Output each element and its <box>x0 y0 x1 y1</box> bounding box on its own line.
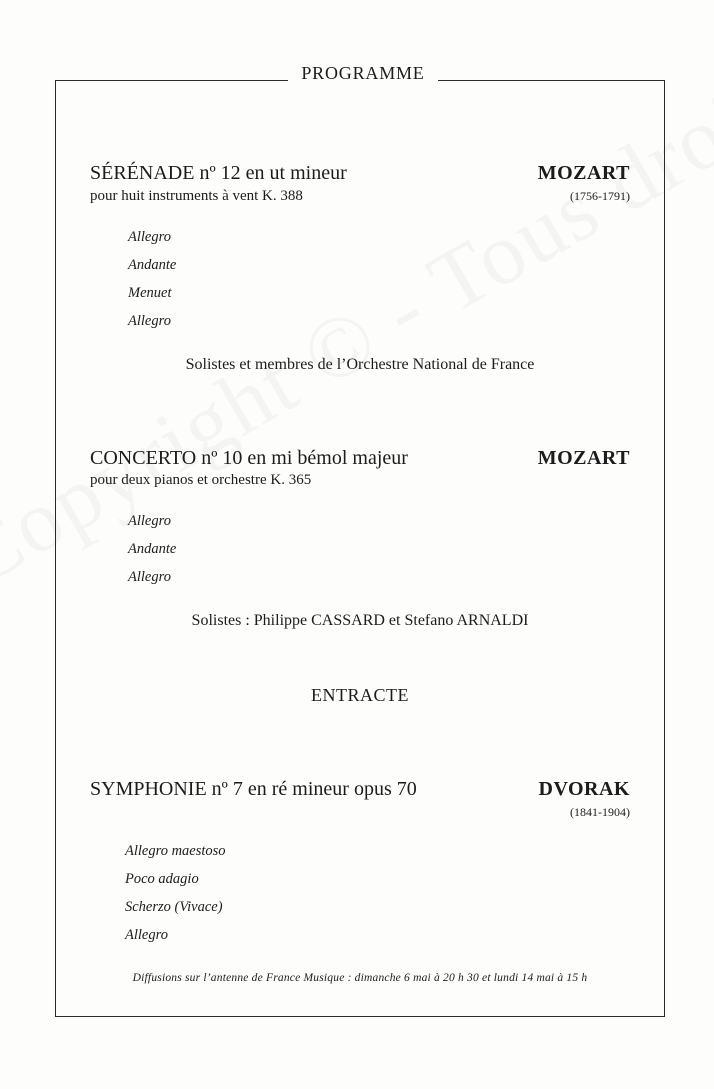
work-2-title: CONCERTO nº 10 en mi bémol majeur <box>90 447 408 469</box>
broadcast-note: Diffusions sur l’antenne de France Musique : dimanche 6 mai à 20 h 30 et lundi 14 mai à 15 h <box>132 972 588 984</box>
work-3-movement: Poco adagio <box>125 871 199 887</box>
work-1-composer-dates: (1756-1791) <box>570 189 630 203</box>
work-3-composer-dates: (1841-1904) <box>570 805 630 819</box>
work-1-movement: Allegro <box>128 229 171 245</box>
work-2-subtitle: pour deux pianos et orchestre K. 365 <box>90 472 312 488</box>
work-2-performers: Solistes : Philippe CASSARD et Stefano ARNALDI <box>191 612 529 629</box>
work-1-title: SÉRÉNADE nº 12 en ut mineur <box>90 162 347 184</box>
work-1-performers: Solistes et membres de l’Orchestre National de France <box>185 356 535 373</box>
work-1-composer: MOZART <box>537 162 630 184</box>
intermission-label: ENTRACTE <box>311 685 409 705</box>
work-3-movement: Allegro <box>125 927 168 943</box>
work-3-movement: Scherzo (Vivace) <box>125 899 223 915</box>
work-3-composer: DVORAK <box>538 778 630 800</box>
work-2-movement: Allegro <box>128 569 171 585</box>
work-1-movement: Menuet <box>128 285 172 301</box>
programme-heading: PROGRAMME <box>288 63 438 84</box>
work-1-subtitle: pour huit instruments à vent K. 388 <box>90 188 303 204</box>
work-1-movement: Andante <box>128 257 177 273</box>
work-2-movement: Allegro <box>128 513 171 529</box>
work-2-composer: MOZART <box>537 447 630 469</box>
work-1-movement: Allegro <box>128 313 171 329</box>
work-3-movement: Allegro maestoso <box>125 843 226 859</box>
work-3-title: SYMPHONIE nº 7 en ré mineur opus 70 <box>90 778 417 800</box>
work-2-movement: Andante <box>128 541 177 557</box>
